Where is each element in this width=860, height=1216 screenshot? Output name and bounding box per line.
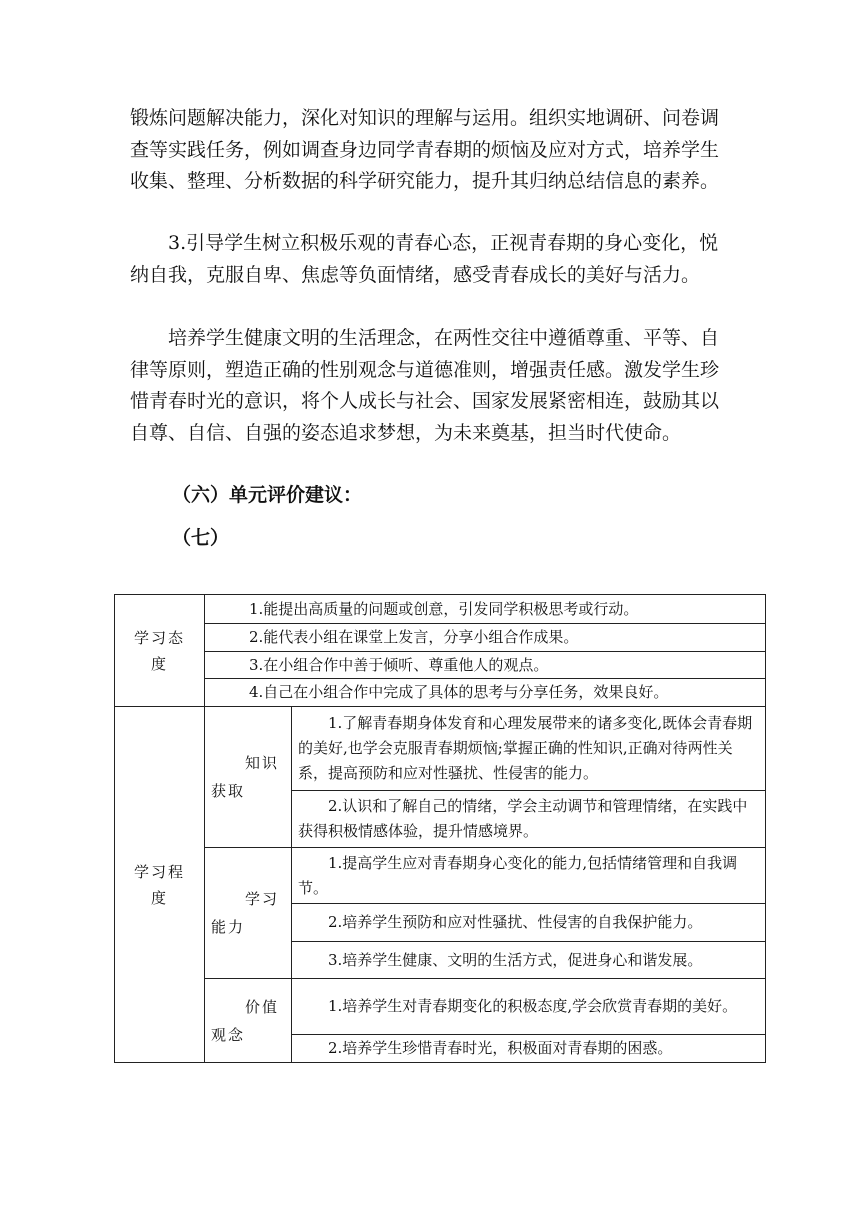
knowledge-item-2: 2.认识和了解自己的情绪，学会主动调节和管理情绪，在实践中获得积极情感体验，提升情感境界。 (292, 791, 766, 848)
ability-item-2: 2.培养学生预防和应对性骚扰、性侵害的自我保护能力。 (292, 904, 766, 942)
table-row (115, 679, 766, 707)
table-row (115, 848, 766, 904)
ability-item-3: 3.培养学生健康、文明的生活方式，促进身心和谐发展。 (292, 942, 766, 979)
subcategory-knowledge: 知识获取 (205, 707, 292, 848)
heading-unit-evaluation: （六）单元评价建议： (172, 484, 363, 506)
attitude-item-2: 2.能代表小组在课堂上发言，分享小组合作成果。 (205, 624, 766, 652)
attitude-item-4: 4.自己在小组合作中完成了具体的思考与分享任务，效果良好。 (205, 679, 766, 707)
paragraph-healthy-life: 培养学生健康文明的生活理念，在两性交往中遵循尊重、平等、自律等原则，塑造正确的性别观念与道德准则，增强责任感。激发学生珍惜青春时光的意识，将个人成长与社会、国家发展紧密相连，鼓励其以自尊、自信、自强的姿态追求梦想，为未来奠基，担当时代使命。 (130, 327, 720, 444)
table-row (115, 595, 766, 624)
paragraph-continuation: 锻炼问题解决能力，深化对知识的理解与运用。组织实地调研、问卷调查等实践任务，例如调查身边同学青春期的烦恼及应对方式，培养学生收集、整理、分析数据的科学研究能力，提升其归纳总结信息的素养。 (130, 107, 720, 192)
table-row (115, 624, 766, 652)
ability-item-1: 1.提高学生应对青春期身心变化的能力,包括情绪管理和自我调节。 (292, 848, 766, 904)
table-row (115, 979, 766, 1035)
values-item-1: 1.培养学生对青春期变化的积极态度,学会欣赏青春期的美好。 (292, 979, 766, 1035)
table-row (115, 707, 766, 791)
category-degree: 学习程度 (115, 707, 205, 1063)
paragraph-objective-3: 3.引导学生树立积极乐观的青春心态，正视青春期的身心变化，悦纳自我，克服自卑、焦虑等负面情绪，感受青春成长的美好与活力。 (130, 232, 719, 286)
subcategory-ability: 学习能力 (205, 848, 292, 979)
evaluation-table (114, 594, 766, 1063)
subcategory-values: 价值观念 (205, 979, 292, 1063)
values-item-2: 2.培养学生珍惜青春时光，积极面对青春期的困惑。 (292, 1035, 766, 1063)
heading-seven: （七） (172, 527, 230, 549)
table-row (115, 652, 766, 679)
knowledge-item-1: 1.了解青春期身体发育和心理发展带来的诸多变化,既体会青春期的美好,也学会克服青春期烦恼;掌握正确的性知识,正确对待两性关系，提高预防和应对性骚扰、性侵害的能力。 (292, 707, 766, 791)
category-attitude: 学习态度 (115, 595, 205, 707)
attitude-item-3: 3.在小组合作中善于倾听、尊重他人的观点。 (205, 652, 766, 679)
attitude-item-1: 1.能提出高质量的问题或创意，引发同学积极思考或行动。 (205, 595, 766, 624)
